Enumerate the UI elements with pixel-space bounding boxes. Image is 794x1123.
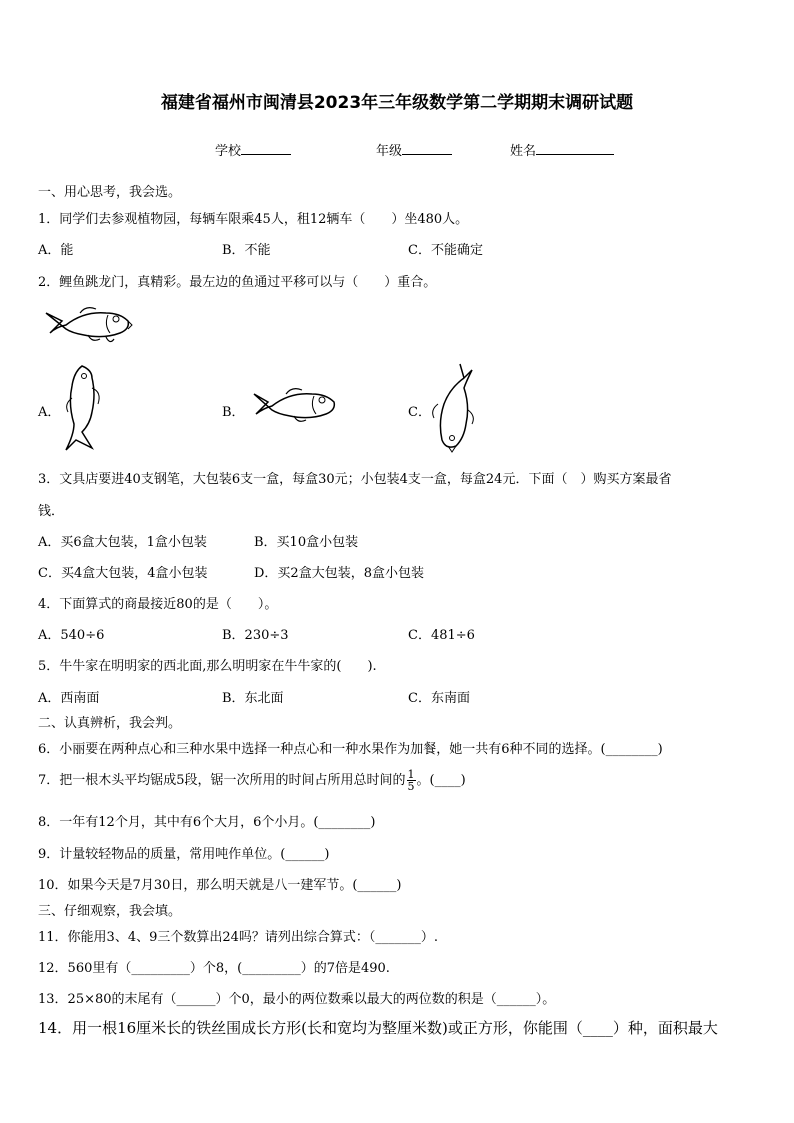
q3-option-b[interactable]: B．买10盒小包装 [254, 535, 359, 550]
question-9: 9．计量较轻物品的质量，常用吨作单位。(______) [38, 847, 330, 862]
question-11: 11．你能用3、4、9三个数算出24吗？请列出综合算式：（_______）. [38, 930, 439, 945]
section-3-heading: 三、仔细观察，我会填。 [38, 904, 182, 919]
fish-option-a-image [62, 364, 112, 452]
q7-numerator: 1 [407, 768, 415, 781]
q5-option-a[interactable]: A．西南面 [38, 691, 100, 706]
question-6: 6．小丽要在两种点心和三种水果中选择一种点心和一种水果作为加餐，她一共有6种不同的选择。(________) [38, 742, 663, 757]
question-8: 8．一年有12个月，其中有6个大月，6个小月。(________) [38, 815, 376, 830]
question-4: 4．下面算式的商最接近80的是（ ）。 [38, 597, 278, 612]
section-2-heading: 二、认真辨析，我会判。 [38, 716, 182, 731]
q2-option-a[interactable]: A． [38, 405, 61, 420]
grade-label: 年级 [376, 144, 403, 159]
question-3-line-1: 3．文具店要进40支钢笔，大包装6支一盒，每盒30元；小包装4支一盒，每盒24元．下面（ ）购买方案最省 [38, 472, 672, 487]
name-label: 姓名 [510, 144, 537, 159]
name-blank[interactable] [536, 140, 614, 155]
question-7 [38, 769, 466, 792]
question-10: 10．如果今天是7月30日，那么明天就是八一建军节。(______) [38, 878, 402, 893]
grade-field[interactable] [376, 140, 452, 159]
school-field[interactable] [215, 140, 291, 159]
school-label: 学校 [215, 144, 242, 159]
q4-option-c[interactable]: C．481÷6 [408, 628, 475, 643]
fish-option-c-image [430, 362, 478, 452]
q3-option-a[interactable]: A．买6盒大包装，1盒小包装 [38, 535, 207, 550]
question-13: 13．25×80的末尾有（______）个0，最小的两位数乘以最大的两位数的积是（______）。 [38, 992, 556, 1007]
q4-option-b[interactable]: B．230÷3 [222, 628, 289, 643]
question-5: 5．牛牛家在明明家的西北面,那么明明家在牛牛家的( ). [38, 659, 377, 674]
section-1-heading: 一、用心思考，我会选。 [38, 185, 182, 200]
q1-option-b[interactable]: B．不能 [222, 243, 271, 258]
q3-option-c[interactable]: C．买4盒大包装，4盒小包装 [38, 566, 208, 581]
question-12: 12．560里有（_________）个8，(_________）的7倍是490. [38, 961, 390, 976]
q7-fraction [407, 769, 416, 792]
q5-option-c[interactable]: C．东南面 [408, 691, 470, 706]
name-field[interactable] [510, 140, 614, 159]
q2-option-c[interactable]: C． [408, 405, 431, 420]
question-3-line-2: 钱． [38, 504, 65, 519]
question-2: 2．鲤鱼跳龙门，真精彩。最左边的鱼通过平移可以与（ ）重合。 [38, 275, 437, 290]
grade-blank[interactable] [402, 140, 452, 155]
question-1: 1．同学们去参观植物园，每辆车限乘45人，租12辆车（ ）坐480人。 [38, 212, 469, 227]
school-blank[interactable] [241, 140, 291, 155]
q5-option-b[interactable]: B．东北面 [222, 691, 284, 706]
q1-option-c[interactable]: C．不能确定 [408, 243, 483, 258]
q4-option-a[interactable]: A．540÷6 [38, 628, 105, 643]
q7-text-before: 7．把一根木头平均锯成5段，锯一次所用的时间占所用总时间的 [38, 773, 406, 788]
page-title: 福建省福州市闽清县2023年三年级数学第二学期期末调研试题 [160, 93, 634, 113]
reference-fish-image [44, 303, 134, 349]
q7-text-after: 。(____) [416, 773, 466, 788]
q7-denominator: 5 [407, 780, 415, 793]
q1-option-a[interactable]: A．能 [38, 243, 74, 258]
fish-option-b-image [252, 386, 340, 426]
q2-option-b[interactable]: B． [222, 405, 245, 420]
question-14: 14．用一根16厘米长的铁丝围成长方形(长和宽均为整厘米数)或正方形，你能围（____）种，面积最大 [38, 1019, 718, 1037]
q3-option-d[interactable]: D．买2盒大包装，8盒小包装 [254, 566, 424, 581]
